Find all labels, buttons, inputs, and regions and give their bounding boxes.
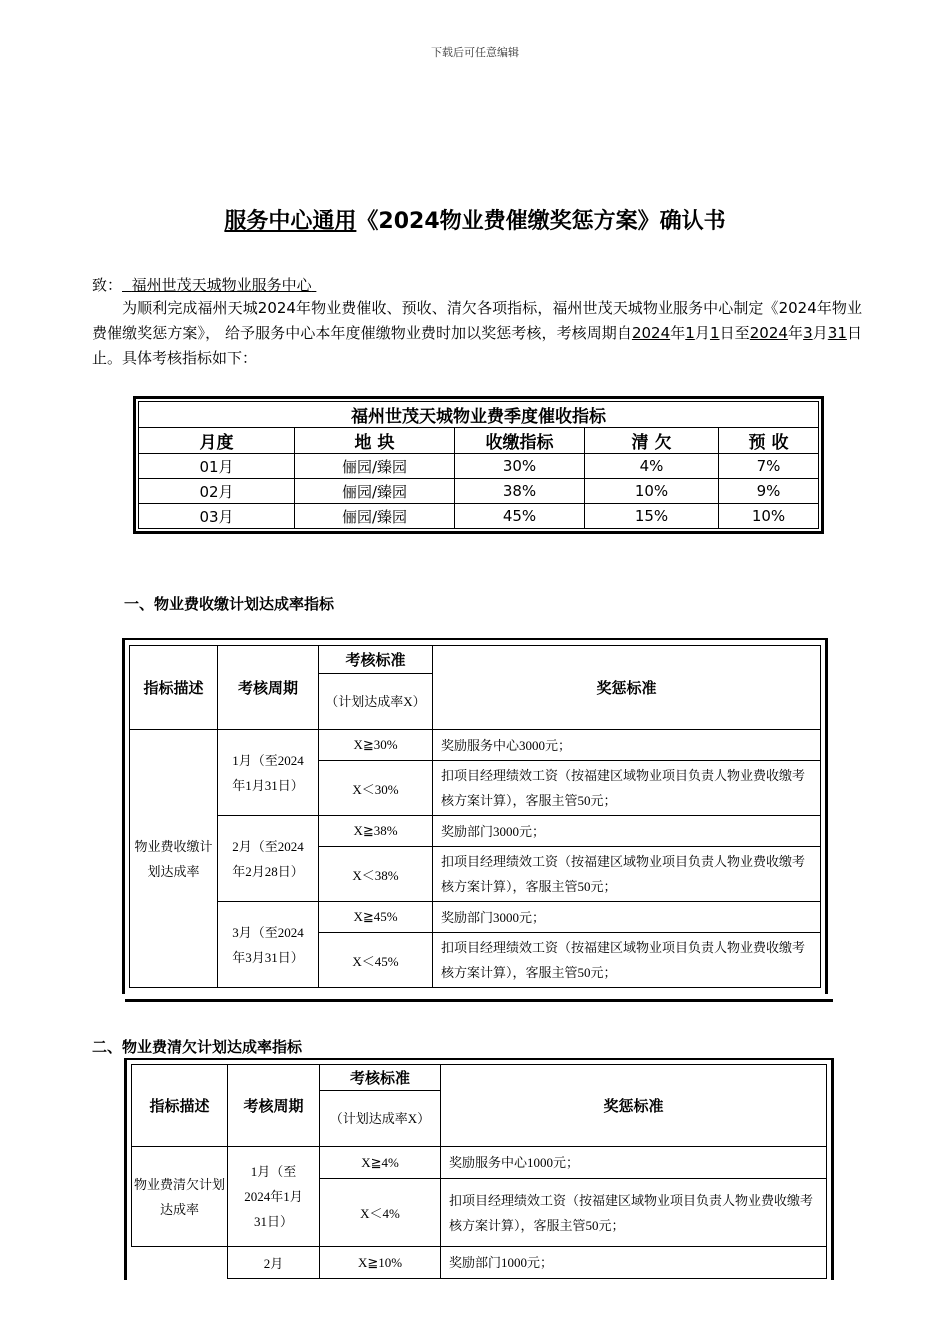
section2-table-frame: [124, 1058, 834, 1280]
title-underlined: 服务中心通用: [224, 209, 357, 234]
condition-cell: X≧4%: [320, 1147, 441, 1179]
condition-cell: X≧38%: [319, 816, 433, 847]
header-reward: 奖惩标准: [433, 646, 821, 730]
reward-cell: 扣项目经理绩效工资（按福建区域物业项目负责人物业费收缴考核方案计算），客服主管50元；: [433, 847, 821, 902]
reward-cell: 奖励部门3000元；: [433, 816, 821, 847]
section2-title: 二、物业费清欠计划达成率指标: [92, 1038, 303, 1056]
header-period: 考核周期: [218, 646, 319, 730]
reward-cell: 奖励部门3000元；: [433, 902, 821, 933]
header-standard: 考核标准: [320, 1065, 441, 1091]
reward-cell: 扣项目经理绩效工资（按福建区域物业项目负责人物业费收缴考核方案计算），客服主管50元；: [433, 761, 821, 816]
recipient-line: [92, 274, 316, 295]
condition-cell: X＜4%: [320, 1179, 441, 1247]
header-note: 下载后可任意编辑: [431, 46, 519, 59]
header-desc: 指标描述: [132, 1065, 228, 1147]
period-cell: 1月（至2024年1月31日）: [218, 730, 319, 816]
reward-cell: 奖励部门1000元；: [441, 1247, 827, 1279]
condition-cell: X≧45%: [319, 902, 433, 933]
document-title: [0, 204, 950, 235]
condition-cell: X≧30%: [319, 730, 433, 761]
section1-title: 一、物业费收缴计划达成率指标: [124, 595, 335, 613]
header-standard-sub: （计划达成率X）: [319, 674, 433, 730]
period-cell: 1月（至2024年1月31日）: [228, 1147, 320, 1247]
header-standard-sub: （计划达成率X）: [320, 1091, 441, 1147]
section1-table: [129, 645, 821, 988]
header-period: 考核周期: [228, 1065, 320, 1147]
table-row: 02月 俪园/臻园 38% 10% 9%: [139, 479, 819, 504]
indicator-desc: 物业费收缴计划达成率: [130, 730, 218, 988]
period-cell: 2月: [228, 1247, 320, 1279]
quarterly-table-frame: [133, 396, 824, 534]
reward-cell: 奖励服务中心1000元；: [441, 1147, 827, 1179]
title-rest: 《2024物业费催缴奖惩方案》确认书: [356, 209, 726, 234]
quarterly-table: [138, 401, 819, 529]
header-reward: 奖惩标准: [441, 1065, 827, 1147]
indicator-desc: 物业费清欠计划达成率: [132, 1147, 228, 1247]
reward-cell: 扣项目经理绩效工资（按福建区域物业项目负责人物业费收缴考核方案计算），客服主管50元；: [433, 933, 821, 988]
reward-cell: 奖励服务中心3000元；: [433, 730, 821, 761]
period-cell: 2月（至2024年2月28日）: [218, 816, 319, 902]
condition-cell: X＜30%: [319, 761, 433, 816]
period-cell: 3月（至2024年3月31日）: [218, 902, 319, 988]
table-row: 01月 俪园/臻园 30% 4% 7%: [139, 454, 819, 479]
section1-table-frame: [122, 638, 828, 994]
reward-cell: 扣项目经理绩效工资（按福建区域物业项目负责人物业费收缴考核方案计算），客服主管50元；: [441, 1179, 827, 1247]
header-desc: 指标描述: [130, 646, 218, 730]
condition-cell: X＜38%: [319, 847, 433, 902]
quarterly-table-title: 福州世茂天城物业费季度催收指标: [139, 402, 819, 428]
recipient-prefix: 致：: [92, 276, 123, 294]
quarterly-table-header: 月度 地 块 收缴指标 清 欠 预 收: [139, 428, 819, 454]
table-row: 03月 俪园/臻园 45% 15% 10%: [139, 504, 819, 529]
condition-cell: X≧10%: [320, 1247, 441, 1279]
condition-cell: X＜45%: [319, 933, 433, 988]
intro-paragraph: 为顺利完成福州天城2024年物业费催收、预收、清欠各项指标，福州世茂天城物业服务中心制定《2024年物业费催缴奖惩方案》， 给予服务中心本年度催缴物业费时加以奖惩考核，考核周期自2024年1月1日至2024年3月31日止。具体考核指标如下：: [92, 299, 862, 367]
header-standard: 考核标准: [319, 646, 433, 674]
recipient-name: 福州世茂天城物业服务中心: [131, 276, 312, 294]
section2-table: [131, 1064, 827, 1279]
